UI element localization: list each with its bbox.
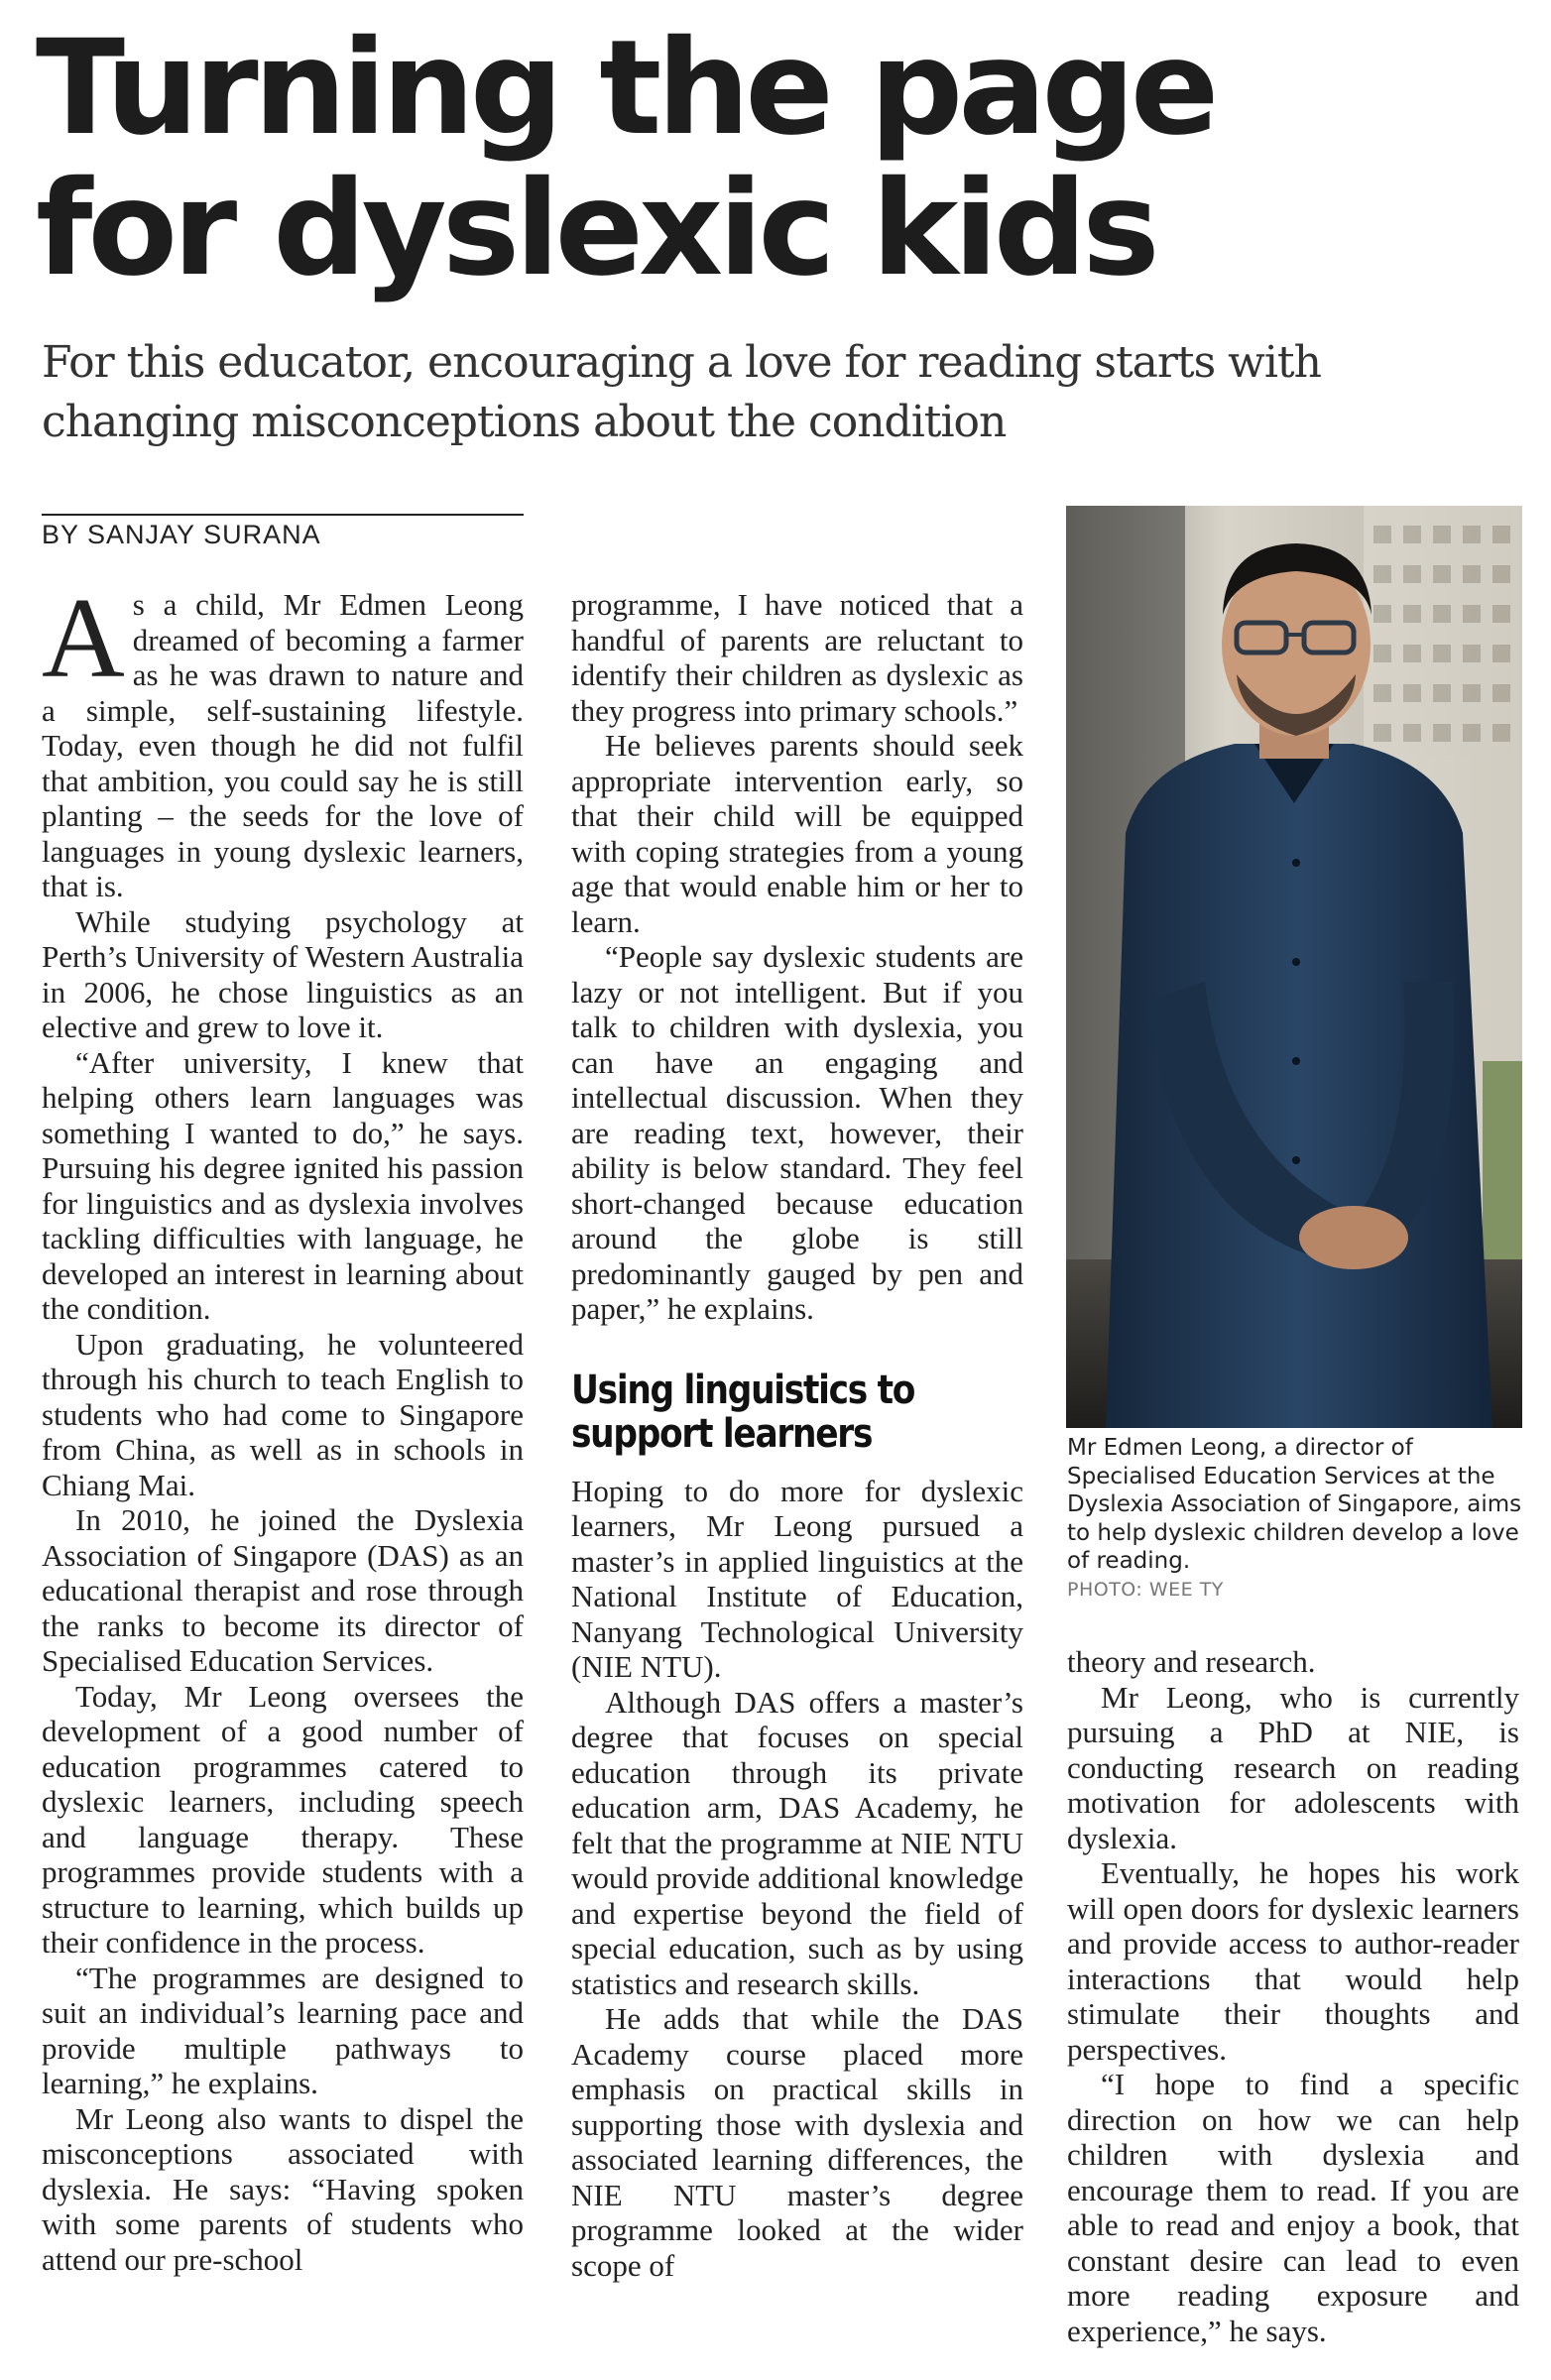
paragraph: While studying psychology at Perth’s University of Western Australia in 2006, he chose linguistics as an elective and grew to love it. xyxy=(42,903,524,1044)
shirt-button xyxy=(1292,859,1300,867)
paragraph: In 2010, he joined the Dyslexia Association of Singapore (DAS) as an educational therapist and rose through the ranks to become its director of Specialised Education Services. xyxy=(42,1502,524,1678)
subhead: Using linguistics to support learners xyxy=(571,1367,915,1457)
paragraph: “After university, I knew that helping others learn languages was something I wanted to do,” he says. Pursuing his degree ignited his passion for linguistics and as dyslexia involves tackling difficulties with language, he developed an interest in learning about the condition. xyxy=(42,1044,524,1326)
paragraph: Mr Leong, who is currently pursuing a PhD at NIE, is conducting research on reading motivation for adolescents with dyslexia. xyxy=(1067,1679,1519,1855)
standfirst xyxy=(42,333,1430,452)
paragraph: Hoping to do more for dyslexic learners, Mr Leong pursued a master’s in applied linguistics at the National Institute of Education, Nanyang Technological University (NIE NTU). xyxy=(571,1473,1023,1684)
shirt-button xyxy=(1292,1156,1300,1164)
paragraph: Eventually, he hopes his work will open doors for dyslexic learners and provide access to author-reader interactions that would help stimulate their thoughts and perspectives. xyxy=(1067,1855,1519,2067)
paragraph: “I hope to find a specific direction on how we can help children with dyslexia and encourage them to read. If you are able to read and enjoy a book, that constant desire can lead to even more reading exposure and experience,” he says. xyxy=(1067,2067,1519,2348)
photo-caption xyxy=(1067,1434,1523,1604)
paragraph: Mr Leong also wants to dispel the misconceptions associated with dyslexia. He says: “Having spoken with some parents of students who attend our pre-school xyxy=(42,2100,524,2277)
article-column-2 xyxy=(571,587,1023,2283)
paragraph: Today, Mr Leong oversees the development of a good number of education programmes catered to dyslexic learners, including speech and language therapy. These programmes provide students with a structure to learning, which builds up their confidence in the process. xyxy=(42,1678,524,1960)
paragraph: programme, I have noticed that a handful of parents are reluctant to identify their children as dyslexic as they progress into primary schools.” xyxy=(571,587,1023,728)
byline: BY SANJAY SURANA xyxy=(42,520,321,549)
shirt-button xyxy=(1292,1057,1300,1065)
paragraph xyxy=(42,575,524,904)
byline-rule xyxy=(42,514,524,516)
standfirst-line-2: changing misconceptions about the condition xyxy=(42,397,1007,447)
paragraph: He believes parents should seek appropriate intervention early, so that their child will be equipped with coping strategies from a young age that would enable him or her to learn. xyxy=(571,728,1023,939)
article-column-3 xyxy=(1067,1644,1519,2348)
shirt-button xyxy=(1292,958,1300,966)
article-column-1 xyxy=(42,575,524,2277)
foliage xyxy=(1483,1061,1522,1259)
paragraph: Upon graduating, he volunteered through his church to teach English to students who had come to Singapore from China, as well as in schools in Chiang Mai. xyxy=(42,1326,524,1502)
headline xyxy=(36,12,1523,305)
paragraph: He adds that while the DAS Academy course placed more emphasis on practical skills in supporting those with dyslexia and associated learning differences, the NIE NTU master’s degree programme looked at the wider scope of xyxy=(571,2001,1023,2283)
portrait-photo xyxy=(1066,506,1522,1428)
portrait-illustration xyxy=(1066,506,1522,1428)
paragraph: “People say dyslexic students are lazy or not intelligent. But if you talk to children with dyslexia, you can have an engaging and intellectual discussion. When they are reading text, however, their ability is below standard. They feel short-changed because education around the globe is still predominantly gauged by pen and paper,” he explains. xyxy=(571,939,1023,1326)
paragraph: theory and research. xyxy=(1067,1644,1316,1679)
headline-line-2: for dyslexic kids xyxy=(36,153,1155,305)
caption-text: Mr Edmen Leong, a director of Specialised Education Services at the Dyslexia Association of Singapore, aims to help dyslexic children develop a love of reading. xyxy=(1067,1435,1522,1574)
paragraph: Although DAS offers a master’s degree that focuses on special education through its private education arm, DAS Academy, he felt that the programme at NIE NTU would provide additional knowledge and expertise beyond the field of special education, such as by using statistics and research skills. xyxy=(571,1684,1023,2001)
standfirst-line-1: For this educator, encouraging a love for reading starts with xyxy=(42,337,1321,388)
clasped-hands xyxy=(1299,1206,1408,1269)
paragraph: “The programmes are designed to suit an individual’s learning pace and provide multiple pathways to learning,” he explains. xyxy=(42,1960,524,2100)
paragraph-text: s a child, Mr Edmen Leong dreamed of becoming a farmer as he was drawn to nature and a simple, self-sustaining lifestyle. Today, even though he did not fulfil that ambition, you could say he is still planting – the seeds for the love of languages in young dyslexic learners, that is. xyxy=(42,587,524,903)
photo-credit: PHOTO: WEE TY xyxy=(1067,1578,1224,1601)
headline-line-1: Turning the page xyxy=(36,12,1215,165)
drop-cap: A xyxy=(42,575,125,702)
